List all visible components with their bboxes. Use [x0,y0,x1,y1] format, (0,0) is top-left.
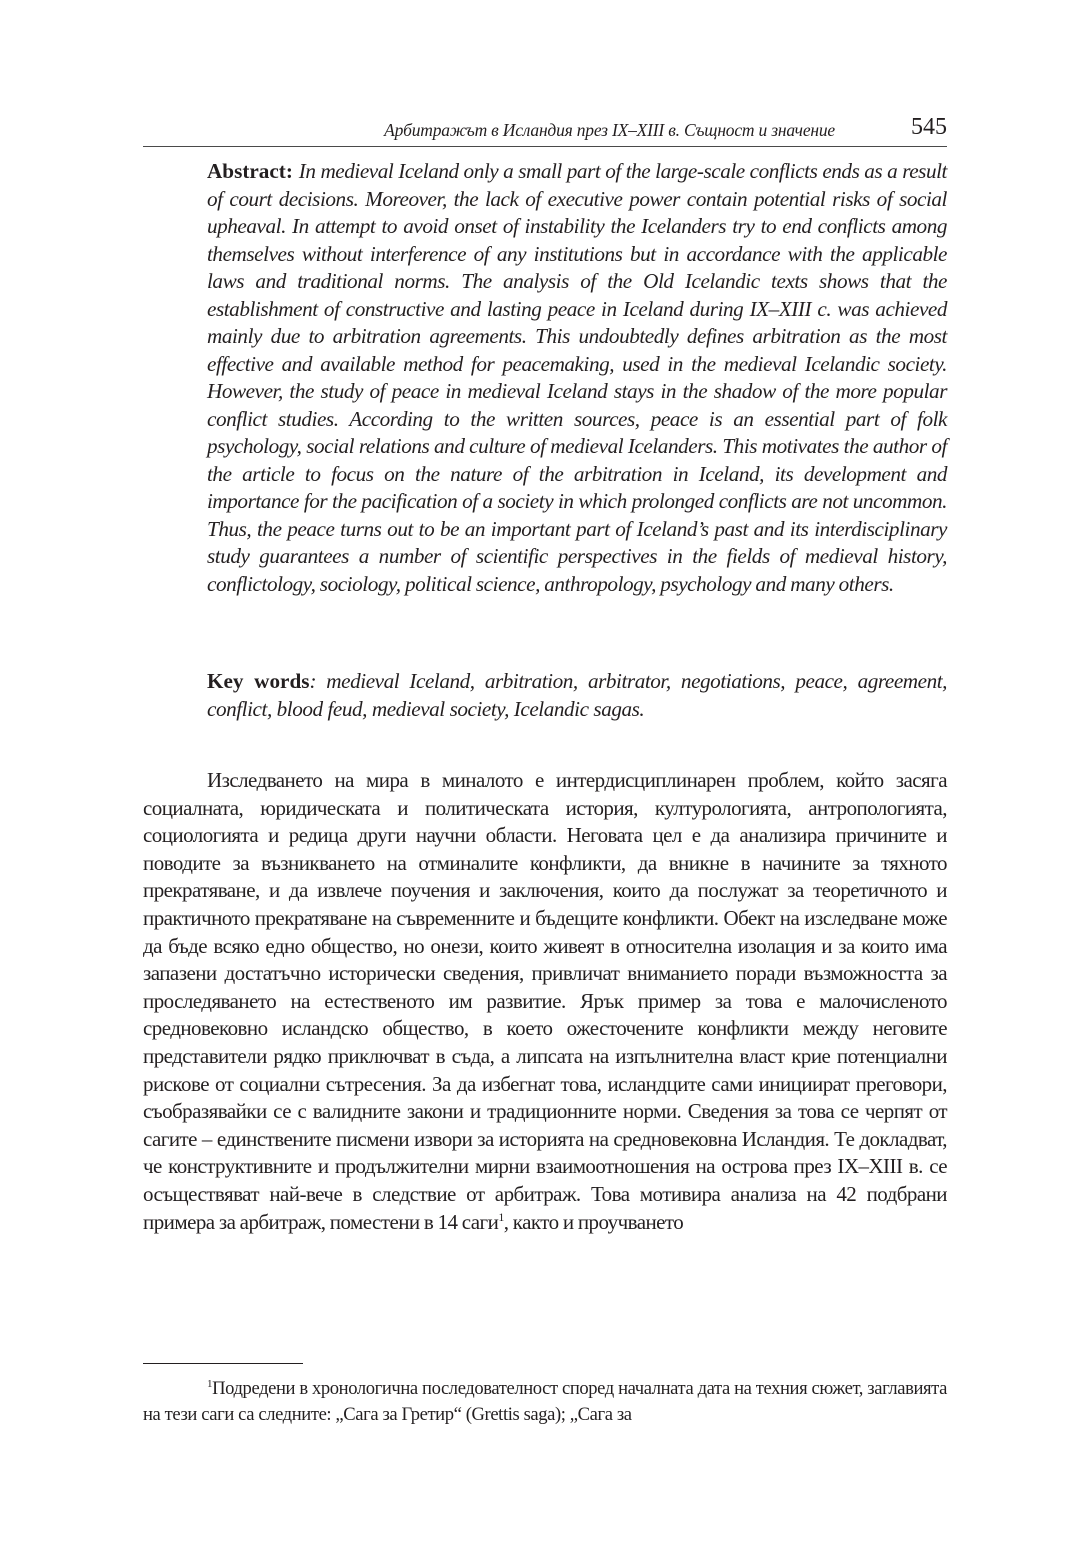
page-number: 545 [911,114,947,140]
abstract [207,158,947,598]
footnote-text: Подредени в хронологична последователност според началната дата на техния сюжет, заглавията на тези саги са следните: „Сага за Гретир“ (Grettis saga); „Сага за [143,1378,947,1425]
abstract-text: In medieval Iceland only a small part of the large-scale conflicts ends as a result of court decisions. Moreover, the lack of executive power contain potential risks of social upheaval. In attempt to avoid onset of instability the Icelanders try to end conflicts among themselves without interference of any institutions but in accordance with the applicable laws and traditional norms. The analysis of the Old Icelandic texts shows that the establishment of constructive and lasting peace in Iceland during IX–XIII c. was achieved mainly due to arbitration agreements. This undoubtedly defines arbitration as the most effective and available method for peacemaking, used in the medieval Icelandic society. However, the study of peace in medieval Iceland stays in the shadow of the more popular conflict studies. According to the written sources, peace is an essential part of folk psychology, social relations and culture of medieval Icelanders. This motivates the author of the article to focus on the nature of the arbitration in Iceland, its development and importance for the pacification of a society in which prolonged conflicts are not uncommon. Thus, the peace turns out to be an important part of Iceland’s past and its interdisciplinary study guarantees a number of scientific perspectives in the fields of medieval history, conflictology, sociology, political science, anthropology, psychology and many others. [207,159,947,596]
abstract-label: Abstract: [207,159,293,183]
body-text-continued: , както и проучването [503,1209,684,1234]
footnote-divider [143,1363,303,1364]
footnote-marker: 1 [207,1377,213,1390]
keywords-separator: : [309,669,317,693]
footnote-reference[interactable]: 1 [498,1209,504,1224]
keywords-label: Key words [207,669,310,693]
running-title: Арбитражът в Исландия през IX–XIII в. Същност и значение [384,120,835,140]
body-paragraph [143,767,947,1236]
keywords-text: medieval Iceland, arbitration, arbitrator, negotiations, peace, agreement, conflict, blood feud, medieval society, Icelandic sagas. [207,669,948,721]
footnote [143,1376,947,1427]
body-text-main: Изследването на мира в миналото е интердисциплинарен проблем, който засяга социалната, юридическата и политическата история, културологията, антропологията, социологията и редица други научни области. Неговата цел е да анализира причините и поводите за възникването на отминалите конфликти, да вникне в начините за тяхното прекратяване, и да извлече поучения и заключения, които да послужат за теоретичното и практичното прекратяване на съвременните и бъдещите конфликти. Обект на изследване може да бъде всяко едно общество, но онези, които живеят в относителна изолация и за които има запазени достатъчно исторически сведения, привличат вниманието поради възможността за проследяването на естественото им развитие. Ярък пример за това е малочисленото средновековно исландско общество, в което ожесточените конфликти между неговите представители рядко приключват в съда, а липсата на изпълнителна власт крие потенциални рискове от социални сътресения. За да избегнат това, исландците сами инициират преговори, съобразявайки се с валидните закони и традиционните норми. Сведения за това се черпят от сагите – единствените писмени извори за историята на средновековна Исландия. Те докладват, че конструктивните и продължителни мирни взаимоотношения на острова през IX–XIII в. се осъществяват най-вече в следствие от арбитраж. Това мотивира анализа на 42 подбрани примера за арбитраж, поместени в 14 саги [143,768,947,1234]
keywords [207,668,947,723]
running-header [143,112,947,147]
